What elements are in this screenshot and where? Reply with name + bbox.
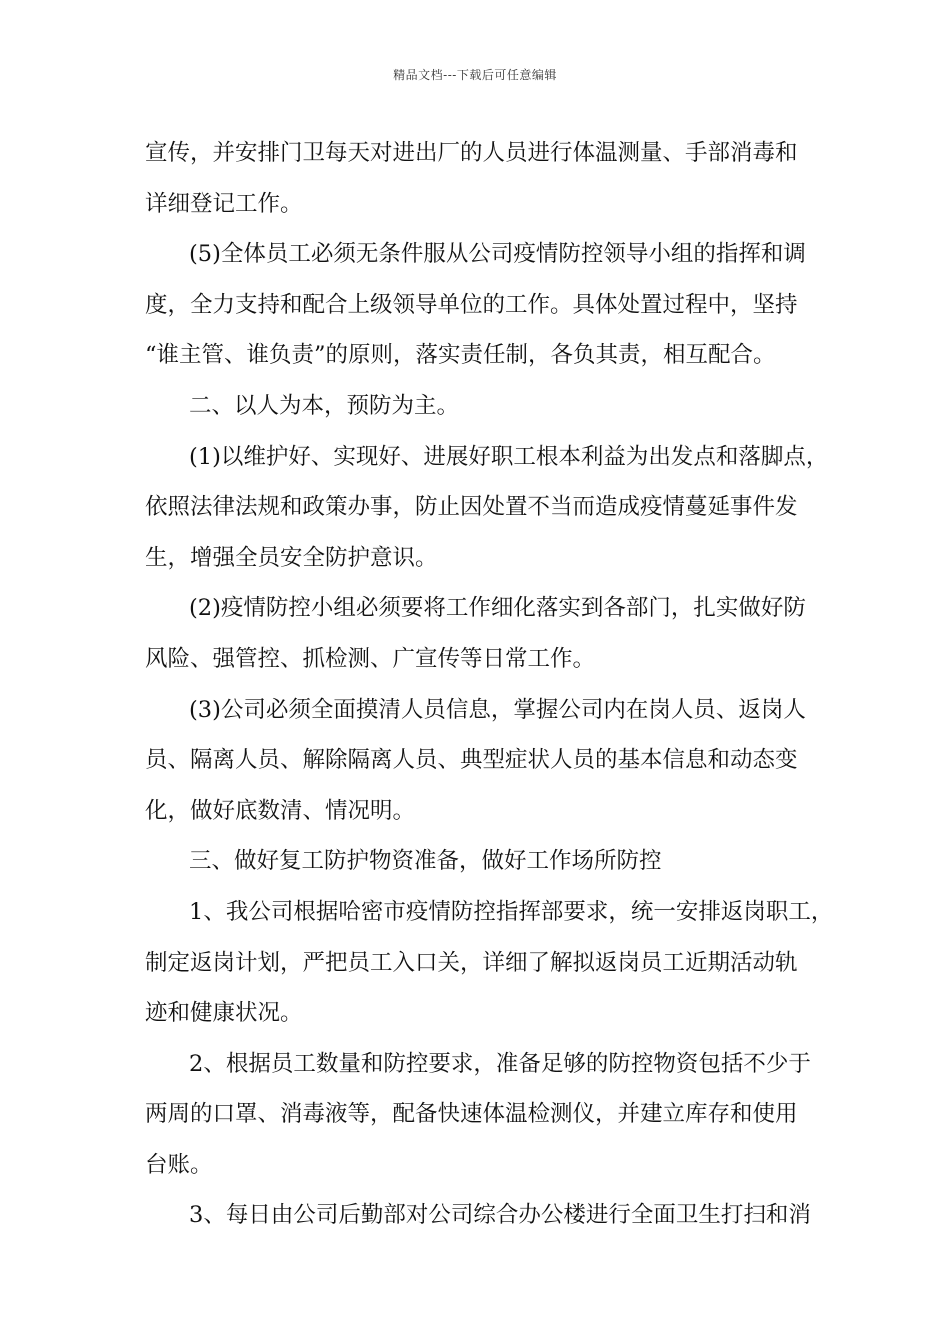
text-line: 制定返岗计划，严把员工入口关，详细了解拟返岗员工近期活动轨 [145,949,798,976]
section-heading: 三、做好复工防护物资准备，做好工作场所防控 [189,848,662,875]
document-body [145,128,834,1241]
paragraph-start-line: 1、我公司根据哈密市疫情防控指挥部要求，统一安排返岗职工， [189,898,834,925]
section-heading: 二、以人为本，预防为主。 [189,392,460,419]
text-line: 宣传，并安排门卫每天对进出厂的人员进行体温测量、手部消毒和 [145,140,798,166]
text-line: 化，做好底数清、情况明。 [145,797,416,824]
paragraph-start-line: 2、根据员工数量和防控要求，准备足够的防控物资包括不少于 [189,1050,811,1077]
paragraph-start-line: (5)全体员工必须无条件服从公司疫情防控领导小组的指挥和调 [189,241,806,268]
text-line: 员、隔离人员、解除隔离人员、典型症状人员的基本信息和动态变 [145,747,798,774]
text-line: 依照法律法规和政策办事，防止因处置不当而造成疫情蔓延事件发 [145,494,798,521]
paragraph-start-line: (3)公司必须全面摸清人员信息，掌握公司内在岗人员、返岗人 [189,696,806,723]
text-line: 详细登记工作。 [145,190,303,217]
text-line: 风险、强管控、抓检测、广宣传等日常工作。 [145,645,596,672]
text-line: 生，增强全员安全防护意识。 [145,544,438,571]
page-header: 精品文档---下载后可任意编辑 [393,68,557,82]
text-line: 台账。 [145,1151,213,1178]
text-line: “谁主管、谁负责”的原则，落实责任制，各负其责，相互配合。 [145,342,776,369]
paragraph-start-line: 3、每日由公司后勤部对公司综合办公楼进行全面卫生打扫和消 [189,1202,811,1229]
paragraph-start-line: (1)以维护好、实现好、进展好职工根本利益为出发点和落脚点， [189,443,829,470]
paragraph-start-line: (2)疫情防控小组必须要将工作细化落实到各部门，扎实做好防 [189,595,806,622]
text-line: 迹和健康状况。 [145,1000,303,1027]
text-line: 度，全力支持和配合上级领导单位的工作。具体处置过程中，坚持 [145,291,798,318]
text-line: 两周的口罩、消毒液等，配备快速体温检测仪，并建立库存和使用 [145,1101,798,1128]
